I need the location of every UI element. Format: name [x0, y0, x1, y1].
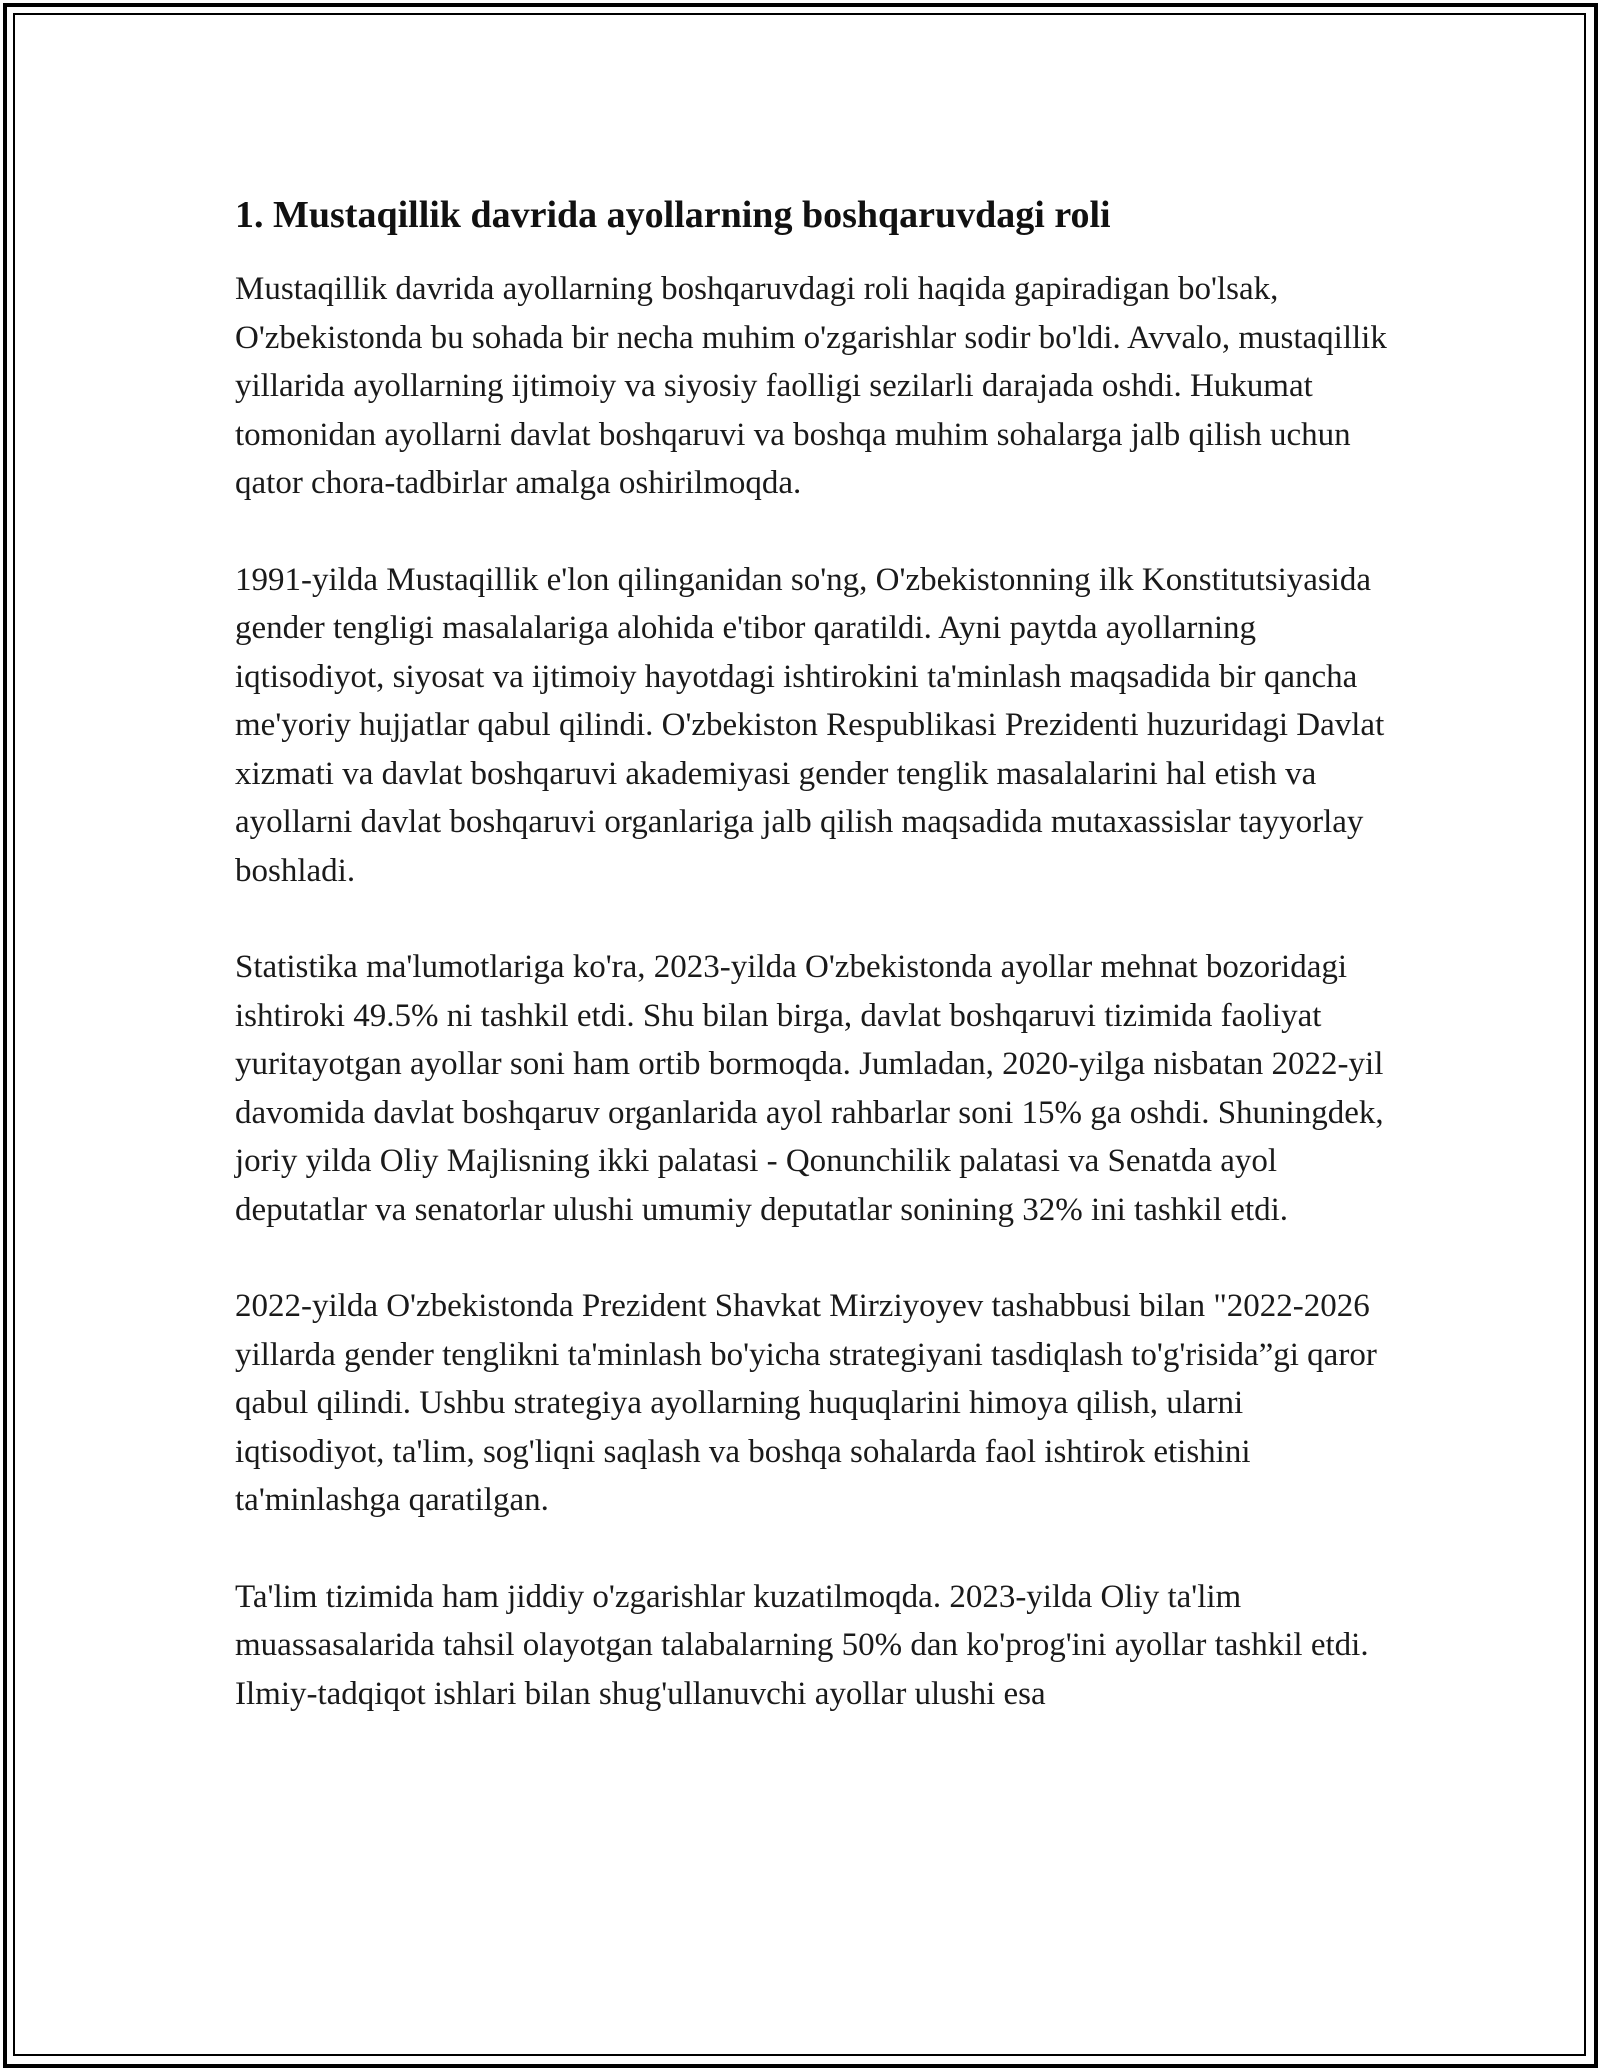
paragraph-2: 1991-yilda Mustaqillik e'lon qilinganidan so'ng, O'zbekistonning ilk Konstitutsiyasida gender tengligi masalalariga alohida e'tibor qaratildi. Ayni paytda ayollarning iqtisodiyot, siyosat va ijtimoiy hayotdagi ishtirokini ta'minlash maqsadida bir qancha me'yoriy hujjatlar qabul qilindi. O'zbekiston Respublikasi Prezidenti huzuridagi Davlat xizmati va davlat boshqaruvi akademiyasi gender tenglik masalalarini hal etish va ayollarni davlat boshqaruvi organlariga jalb qilish maqsadida mutaxassislar tayyorlay boshladi.: [235, 561, 1385, 889]
document-body: [235, 185, 1395, 1766]
section-heading: 1. Mustaqillik davrida ayollarning boshqaruvdagi roli: [235, 194, 1111, 236]
paragraph-3: Statistika ma'lumotlariga ko'ra, 2023-yilda O'zbekistonda ayollar mehnat bozoridagi ishtiroki 49.5% ni tashkil etdi. Shu bilan birga, davlat boshqaruvi tizimida faoliyat yuritayotgan ayollar soni ham ortib bormoqda. Jumladan, 2020-yilga nisbatan 2022-yil davomida davlat boshqaruv organlarida ayol rahbarlar soni 15% ga oshdi. Shuningdek, joriy yilda Oliy Majlisning ikki palatasi - Qonunchilik palatasi va Senatda ayol deputatlar va senatorlar ulushi umumiy deputatlar sonining 32% ini tashkil etdi.: [235, 949, 1384, 1228]
paragraph-4: 2022-yilda O'zbekistonda Prezident Shavkat Mirziyoyev tashabbusi bilan "2022-2026 yillarda gender tenglikni ta'minlash bo'yicha strategiyani tasdiqlash to'g'risida”gi qaror qabul qilindi. Ushbu strategiya ayollarning huquqlarini himoya qilish, ularni iqtisodiyot, ta'lim, sog'liqni saqlash va boshqa sohalarda faol ishtirok etishini ta'minlashga qaratilgan.: [235, 1288, 1377, 1518]
paragraph-5: Ta'lim tizimida ham jiddiy o'zgarishlar kuzatilmoqda. 2023-yilda Oliy ta'lim muassasalarida tahsil olayotgan talabalarning 50% dan ko'prog'ini ayollar tashkil etdi. Ilmiy-tadqiqot ishlari bilan shug'ullanuvchi ayollar ulushi esa: [235, 1578, 1369, 1712]
paragraph-1: Mustaqillik davrida ayollarning boshqaruvdagi roli haqida gapiradigan bo'lsak, O'zbekistonda bu sohada bir necha muhim o'zgarishlar sodir bo'ldi. Avvalo, mustaqillik yillarida ayollarning ijtimoiy va siyosiy faolligi sezilarli darajada oshdi. Hukumat tomonidan ayollarni davlat boshqaruvi va boshqa muhim sohalarga jalb qilish uchun qator chora-tadbirlar amalga oshirilmoqda.: [235, 271, 1387, 501]
